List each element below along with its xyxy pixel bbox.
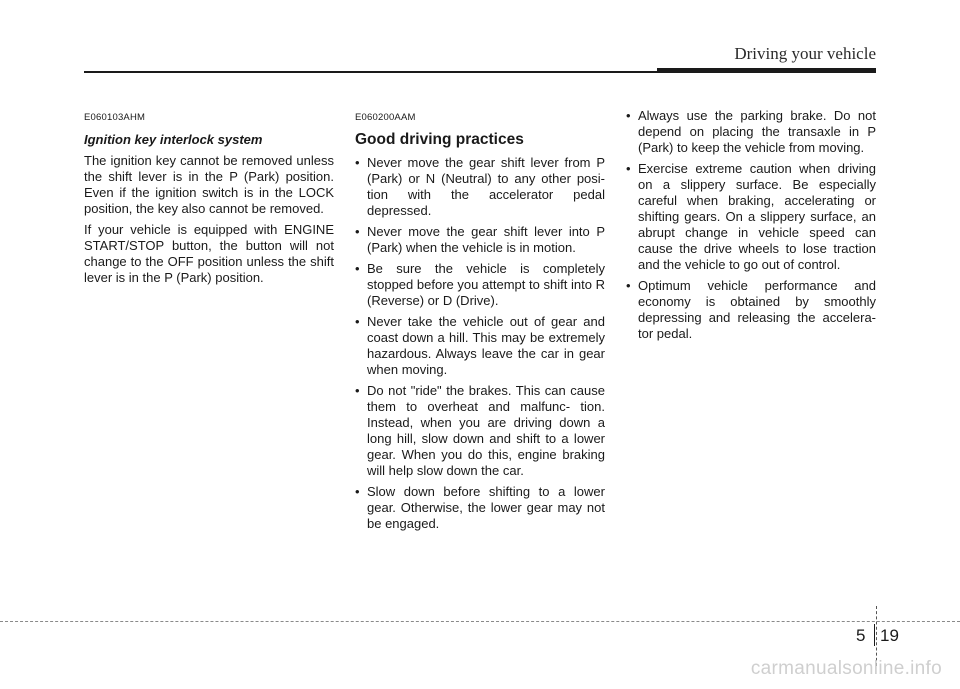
- header-title: Driving your vehicle: [734, 44, 876, 63]
- paragraph: The ignition key cannot be removed unless the shift lever is in the P (Park) position. Even if the ignition switch is in the LOCK position, the key also cannot be removed.: [84, 153, 334, 216]
- bullet-list: [626, 108, 876, 342]
- header-rule-accent: [657, 68, 876, 73]
- bullet-item: • Do not "ride" the brakes. This can cause them to overheat and malfunc- tion. Instead, when you are driving down a long hill, slow down and shift to a lower gear. When you do this, engine braking will help slow down the car.: [355, 383, 605, 479]
- bullet-item: • Slow down before shifting to a lower gear. Otherwise, the lower gear may not be engaged.: [355, 484, 605, 532]
- section-subheading: Ignition key interlock system: [84, 132, 263, 147]
- bullet-item: • Be sure the vehicle is completely stopped before you attempt to shift into R (Reverse) or D (Drive).: [355, 261, 605, 309]
- bullet-item: • Always use the parking brake. Do not depend on placing the transaxle in P (Park) to keep the vehicle from moving.: [626, 108, 876, 156]
- bullet-item: • Never move the gear shift lever into P (Park) when the vehicle is in motion.: [355, 224, 605, 256]
- bullet-list: [355, 155, 605, 532]
- page-number: 19: [880, 626, 899, 645]
- paragraph: If your vehicle is equipped with ENGINE START/STOP button, the button will not change to the OFF position unless the shift lever is in the P (Park) position.: [84, 222, 334, 285]
- section-code: E060200AAM: [355, 112, 416, 123]
- middle-column: [355, 108, 605, 537]
- watermark: carmanualsonline.info: [750, 658, 942, 679]
- bullet-item: • Never move the gear shift lever from P (Park) or N (Neutral) to any other posi- tion with the accelerator pedal depressed.: [355, 155, 605, 219]
- section-number: 5: [856, 626, 866, 645]
- right-column: [626, 108, 876, 347]
- section-heading: Good driving practices: [355, 131, 524, 148]
- page-number-divider: [874, 624, 875, 646]
- footer-divider-line: [876, 606, 877, 666]
- footer-rule: [0, 621, 960, 622]
- bullet-item: • Never take the vehicle out of gear and coast down a hill. This may be extremely hazardous. Always leave the car in gear when moving.: [355, 314, 605, 378]
- bullet-item: • Exercise extreme caution when driving on a slippery surface. Be especially careful when braking, accelerating or shifting gears. On a slippery surface, an abrupt change in vehicle speed can cause the drive wheels to lose traction and the vehicle to go out of control.: [626, 161, 876, 273]
- bullet-item: • Optimum vehicle performance and economy is obtained by smoothly depressing and releasing the accelera- tor pedal.: [626, 278, 876, 342]
- section-code: E060103AHM: [84, 112, 146, 123]
- left-column: [84, 108, 334, 291]
